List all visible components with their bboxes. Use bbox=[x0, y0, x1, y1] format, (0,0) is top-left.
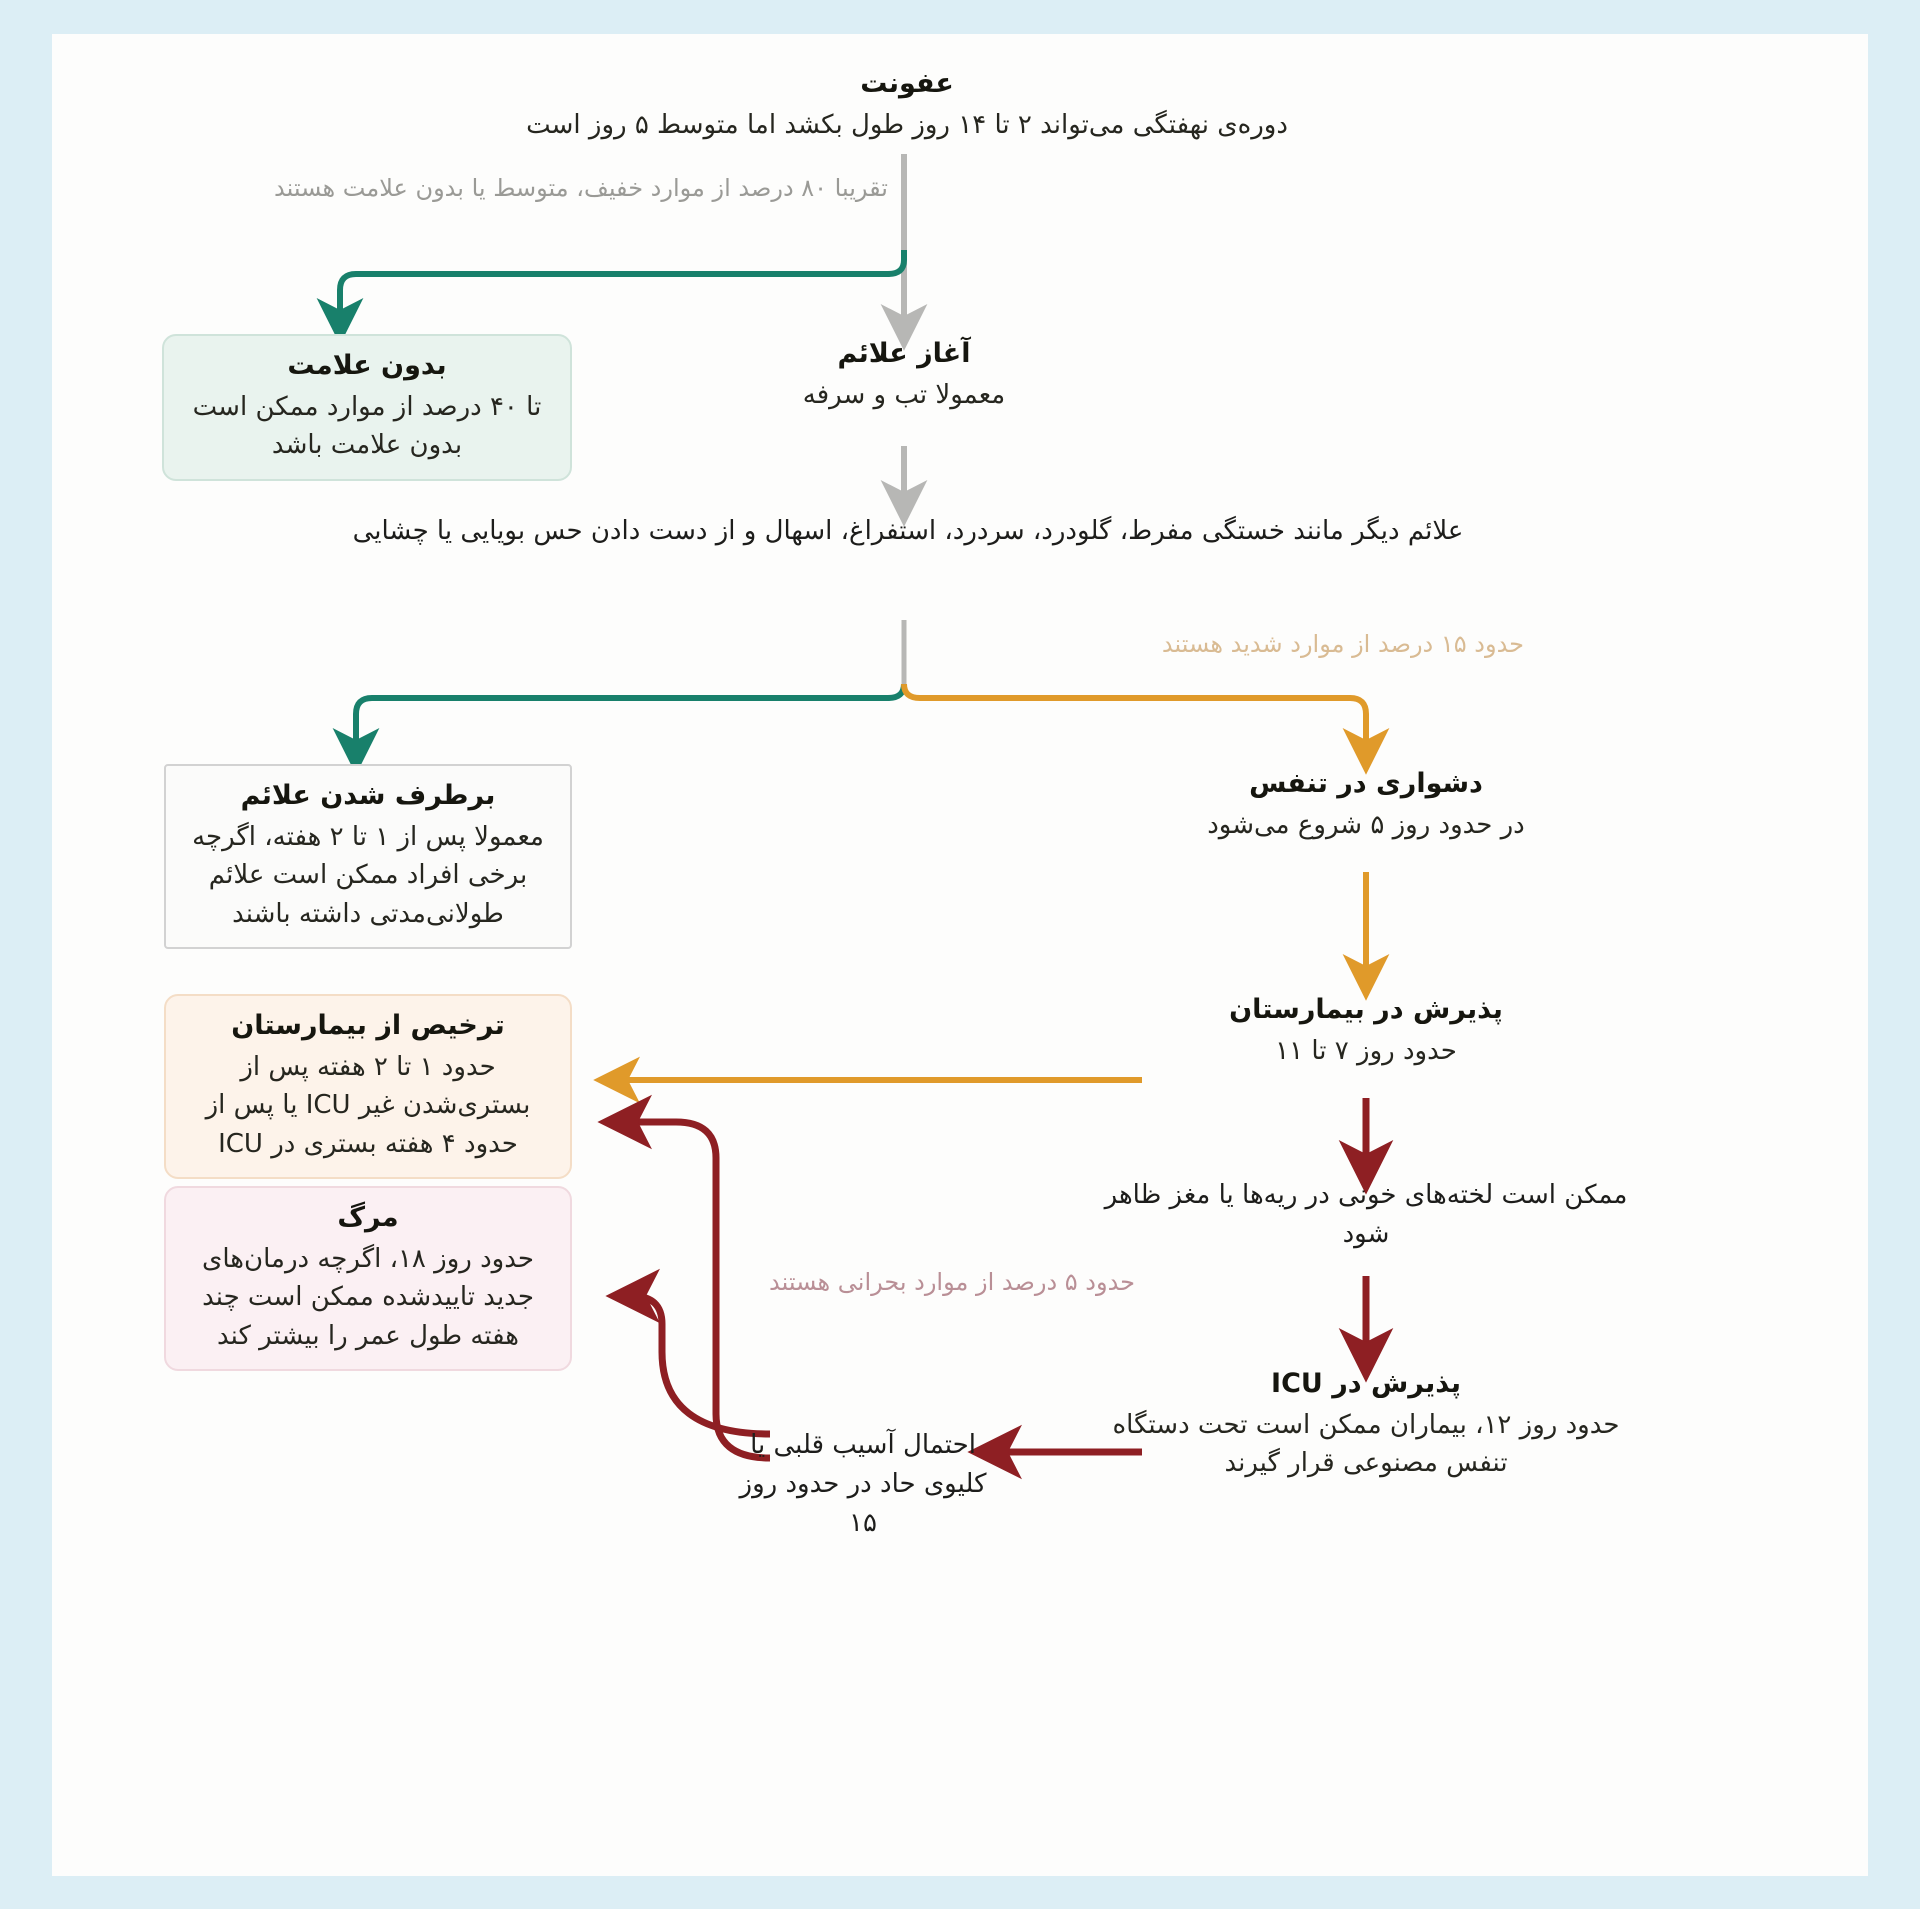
node-hospital-admission-subtitle: حدود روز ۷ تا ۱۱ bbox=[1275, 1035, 1457, 1066]
node-symptom-onset-subtitle: معمولا تب و سرفه bbox=[802, 379, 1006, 410]
node-hospital-admission-title: پذیرش در بیمارستان bbox=[1229, 994, 1503, 1025]
node-breathing-difficulty bbox=[1088, 764, 1644, 844]
edge-label-mild-branch: تقریبا ۸۰ درصد از موارد خفیف، متوسط یا بدون علامت هستند bbox=[274, 174, 888, 202]
node-infection-subtitle: دوره‌ی نهفتگی می‌تواند ۲ تا ۱۴ روز طول بکشد اما متوسط ۵ روز است bbox=[526, 109, 1288, 140]
node-symptom-onset-title: آغاز علائم bbox=[837, 338, 971, 369]
node-death-subtitle: حدود روز ۱۸، اگرچه درمان‌های جدید تاییدشده ممکن است چند هفته طول عمر را بیشتر کند bbox=[202, 1243, 534, 1351]
node-symptoms-resolve bbox=[164, 764, 572, 949]
node-breathing-difficulty-title: دشواری در تنفس bbox=[1249, 768, 1483, 799]
node-hospital-discharge bbox=[164, 994, 572, 1179]
node-death bbox=[164, 1186, 572, 1371]
node-symptom-onset bbox=[684, 334, 1124, 414]
edge-infection-to-asymptomatic bbox=[340, 250, 904, 322]
edge-split-to-resolve bbox=[356, 684, 904, 752]
node-infection-title: عفونت bbox=[860, 68, 954, 99]
edge-split-to-breathing bbox=[904, 684, 1366, 752]
node-icu-admission-title: پذیرش در ICU bbox=[1271, 1368, 1461, 1399]
node-asymptomatic bbox=[162, 334, 572, 481]
connector-layer bbox=[52, 34, 1868, 1876]
node-hospital-discharge-title: ترخیص از بیمارستان bbox=[231, 1010, 505, 1041]
node-icu-admission-subtitle: حدود روز ۱۲، بیماران ممکن است تحت دستگاه تنفس مصنوعی قرار گیرند bbox=[1112, 1409, 1620, 1479]
node-symptoms-resolve-title: برطرف شدن علائم bbox=[240, 780, 496, 811]
node-blood-clots: ممکن است لخته‌های خونی در ریه‌ها یا مغز ظاهر شود bbox=[1104, 1180, 1628, 1249]
edge-label-critical-branch: حدود ۵ درصد از موارد بحرانی هستند bbox=[768, 1268, 1135, 1296]
node-infection bbox=[352, 64, 1462, 144]
edge-label-severe-branch: حدود ۱۵ درصد از موارد شدید هستند bbox=[1161, 630, 1524, 658]
diagram-canvas bbox=[52, 34, 1868, 1876]
node-hospital-admission bbox=[1088, 990, 1644, 1070]
node-breathing-difficulty-subtitle: در حدود روز ۵ شروع می‌شود bbox=[1207, 809, 1525, 840]
node-organ-injury: احتمال آسیب قلبی یا کلیوی حاد در حدود روز ۱۵ bbox=[739, 1430, 987, 1538]
node-asymptomatic-title: بدون علامت bbox=[287, 350, 447, 381]
node-symptoms-resolve-subtitle: معمولا پس از ۱ تا ۲ هفته، اگرچه برخی افراد ممکن است علائم طولانی‌مدتی داشته باشند bbox=[192, 821, 544, 929]
edge-injury-to-death bbox=[632, 1296, 770, 1434]
node-other-symptoms: علائم دیگر مانند خستگی مفرط، گلودرد، سردرد، استفراغ، اسهال و از دست دادن حس بویایی یا چشایی bbox=[352, 516, 1464, 546]
node-hospital-discharge-subtitle: حدود ۱ تا ۲ هفته پس از بستری‌شدن غیر ICU یا پس از حدود ۴ هفته بستری در ICU bbox=[205, 1051, 531, 1159]
node-asymptomatic-subtitle: تا ۴۰ درصد از موارد ممکن است بدون علامت باشد bbox=[192, 391, 542, 461]
node-icu-admission bbox=[1088, 1364, 1644, 1483]
node-death-title: مرگ bbox=[337, 1202, 399, 1233]
